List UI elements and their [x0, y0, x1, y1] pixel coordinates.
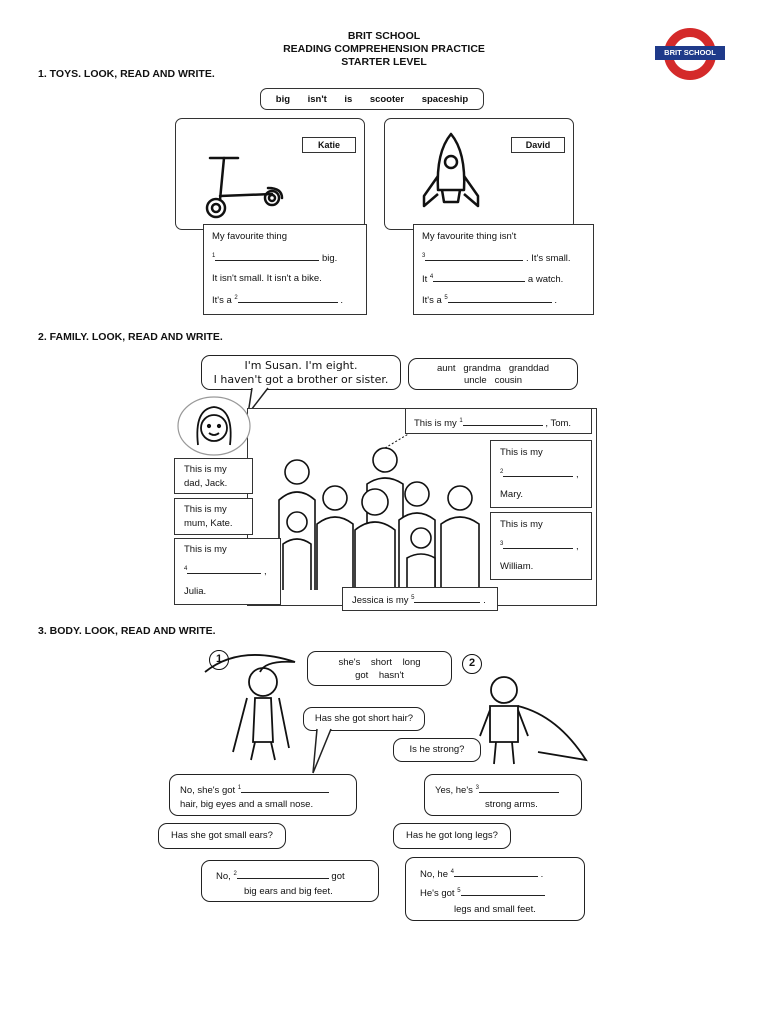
toys-word-bank — [260, 88, 484, 110]
worksheet-level: STARTER LEVEL — [341, 56, 427, 68]
logo-text: BRIT SCHOOL — [655, 46, 725, 60]
body-word-bank: she's short long got hasn't — [307, 651, 452, 686]
david-line1: My favourite thing isn't — [422, 231, 517, 242]
william-line1: This is my — [500, 519, 543, 530]
blank-5[interactable] — [448, 294, 552, 303]
word-spaceship: spaceship — [421, 93, 469, 105]
blank-body-3[interactable] — [479, 784, 559, 793]
david-name-tag: David — [511, 137, 565, 153]
family-word-bank: aunt grandma granddad uncle cousin — [408, 358, 578, 390]
blank-1[interactable] — [215, 252, 319, 261]
david-line2: $^3$ . It's small. — [422, 252, 571, 264]
picture-number-2: 2 — [462, 654, 482, 674]
katie-line4: It's a $^2$ . — [212, 294, 344, 306]
superhero-girl-illustration — [185, 652, 300, 762]
david-line4: It's a $^5$ . — [422, 294, 558, 306]
a3-bubble: Yes, he's $^3$ strong arms. — [424, 774, 582, 816]
word-is: is — [344, 93, 353, 105]
blank-family-4[interactable] — [187, 565, 261, 574]
a2-bubble: No, $^2$ got big ears and big feet. — [201, 860, 379, 902]
q-short-hair-bubble: Has she got short hair? — [303, 707, 425, 731]
mum-line1: This is my — [184, 504, 227, 515]
william-line2: $^3$ , — [500, 540, 579, 552]
blank-3[interactable] — [425, 252, 523, 261]
word-big: big — [275, 93, 291, 105]
blank-family-3[interactable] — [503, 540, 573, 549]
scooter-icon — [190, 128, 290, 223]
q-long-legs-bubble: Has he got long legs? — [393, 823, 511, 849]
body-section-title: 3. BODY. LOOK, READ AND WRITE. — [38, 625, 216, 637]
blank-body-1[interactable] — [241, 784, 329, 793]
tom-line: This is my $^1$ , Tom. — [414, 417, 572, 429]
blank-2[interactable] — [238, 294, 338, 303]
jessica-line: Jessica is my $^5$ . — [352, 594, 486, 606]
q-small-ears-bubble: Has she got small ears? — [158, 823, 286, 849]
katie-name-tag: Katie — [302, 137, 356, 153]
superhero-boy-illustration — [468, 676, 588, 766]
blank-body-4[interactable] — [454, 868, 538, 877]
susan-avatar — [176, 395, 252, 457]
katie-line2: $^1$ big. — [212, 252, 338, 264]
mum-line2: mum, Kate. — [184, 518, 233, 529]
toys-section-title: 1. TOYS. LOOK, READ AND WRITE. — [38, 68, 215, 80]
blank-body-5[interactable] — [461, 887, 545, 896]
blank-family-2[interactable] — [503, 468, 573, 477]
picture-number-1: 1 — [209, 650, 229, 670]
blank-4[interactable] — [433, 273, 525, 282]
a1-bubble: No, she's got $^1$ hair, big eyes and a small nose. — [169, 774, 357, 816]
brit-school-logo — [660, 24, 720, 84]
katie-line3: It isn't small. It isn't a bike. — [212, 273, 322, 284]
mary-line1: This is my — [500, 447, 543, 458]
school-name: BRIT SCHOOL — [347, 30, 421, 42]
family-section-title: 2. FAMILY. LOOK, READ AND WRITE. — [38, 331, 223, 343]
q-strong-bubble: Is he strong? — [393, 738, 481, 762]
julia-name: Julia. — [184, 586, 207, 597]
worksheet-title: READING COMPREHENSION PRACTICE — [283, 43, 485, 55]
a4-a5-bubble: No, he $^4$ . He's got $^5$ legs and small feet. — [405, 857, 585, 921]
david-line3: It $^4$ a watch. — [422, 273, 564, 285]
blank-family-5[interactable] — [414, 594, 480, 603]
dad-line2: dad, Jack. — [184, 478, 228, 489]
william-name: William. — [500, 561, 534, 572]
julia-line2: $^4$ , — [184, 565, 267, 577]
mary-line2: $^2$ , — [500, 468, 579, 480]
speech-tail — [313, 729, 343, 777]
julia-line1: This is my — [184, 544, 227, 555]
family-illustration — [255, 440, 495, 590]
susan-speech-bubble: I'm Susan. I'm eight. I haven't got a brother or sister. — [201, 355, 401, 390]
katie-line1: My favourite thing — [212, 231, 287, 242]
word-scooter: scooter — [369, 93, 405, 105]
word-isnt: isn't — [307, 93, 327, 105]
blank-family-1[interactable] — [463, 417, 543, 426]
mary-name: Mary. — [500, 489, 524, 500]
blank-body-2[interactable] — [237, 870, 329, 879]
rocket-icon — [418, 130, 484, 214]
dad-line1: This is my — [184, 464, 227, 475]
